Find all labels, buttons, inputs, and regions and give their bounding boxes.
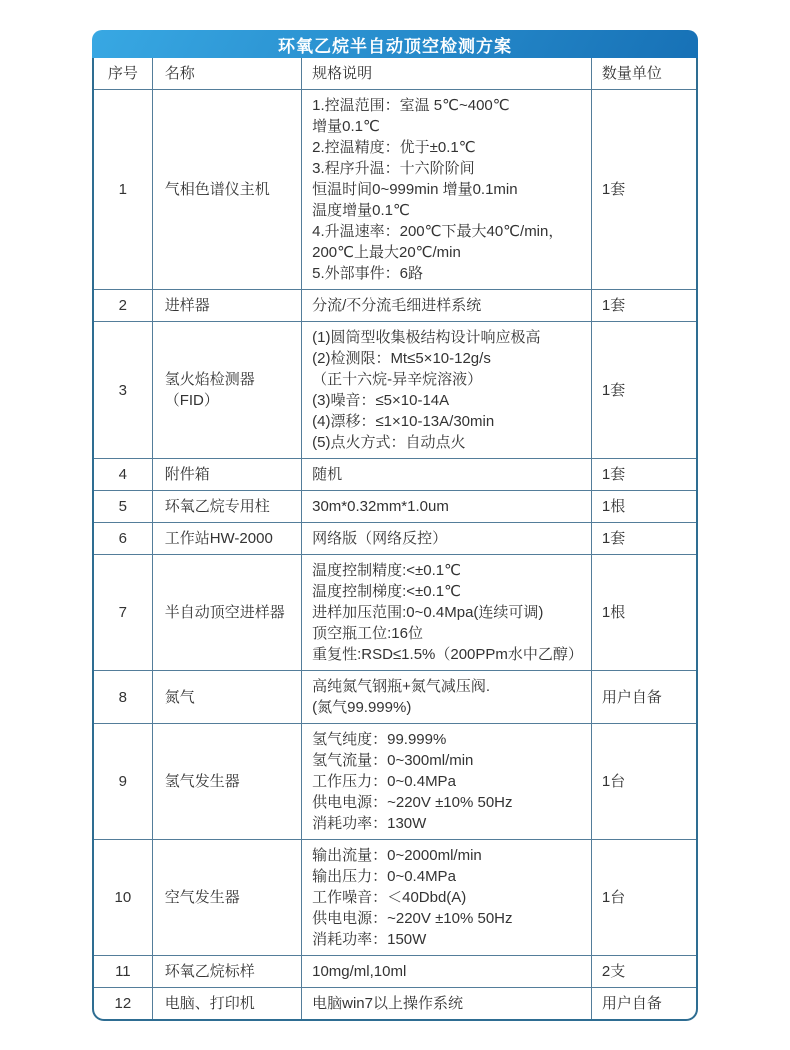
cell-index: 4: [94, 459, 152, 491]
cell-qty: 1套: [591, 90, 696, 290]
spec-line: 输出流量：0~2000ml/min: [312, 847, 482, 864]
cell-name: 电脑、打印机: [152, 988, 301, 1020]
cell-name: 空气发生器: [152, 840, 301, 956]
spec-line: (氮气99.999%): [312, 699, 412, 716]
table-row: [94, 840, 696, 956]
spec-line: 温度增量0.1℃: [312, 202, 410, 219]
cell-qty: 1套: [591, 322, 696, 459]
cell-qty: 1套: [591, 523, 696, 555]
spec-line: (5)点火方式：自动点火: [312, 434, 466, 451]
spec-line: 200℃上最大20℃/min: [312, 244, 461, 261]
cell-spec: [302, 555, 592, 671]
cell-index: 6: [94, 523, 152, 555]
spec-line: 5.外部事件：6路: [312, 265, 423, 282]
table-row: [94, 671, 696, 724]
table-row: [94, 322, 696, 459]
table-header: [94, 58, 696, 90]
cell-index: 9: [94, 724, 152, 840]
spec-line: 消耗功率：150W: [312, 931, 427, 948]
cell-index: 11: [94, 956, 152, 988]
cell-name: 氮气: [152, 671, 301, 724]
table-row: [94, 459, 696, 491]
spec-table: [94, 58, 696, 1019]
table-row: [94, 491, 696, 523]
spec-line: (1)圆筒型收集极结构设计响应极高: [312, 329, 541, 346]
spec-line: 30m*0.32mm*1.0um: [312, 498, 449, 515]
cell-qty: 1根: [591, 491, 696, 523]
spec-line: (4)漂移：≤1×10-13A/30min: [312, 413, 495, 430]
cell-name: 环氧乙烷标样: [152, 956, 301, 988]
spec-line: 供电电源：~220V ±10% 50Hz: [312, 910, 513, 927]
spec-line: 1.控温范围：室温 5℃~400℃: [312, 97, 510, 114]
spec-sheet: [92, 30, 698, 1021]
col-header-spec: 规格说明: [302, 58, 592, 90]
spec-line: 增量0.1℃: [312, 118, 380, 135]
spec-line: 2.控温精度：优于±0.1℃: [312, 139, 476, 156]
cell-name: 环氧乙烷专用柱: [152, 491, 301, 523]
cell-spec: [302, 90, 592, 290]
table-row: [94, 523, 696, 555]
cell-qty: 1根: [591, 555, 696, 671]
cell-index: 8: [94, 671, 152, 724]
cell-qty: 2支: [591, 956, 696, 988]
cell-spec: [302, 290, 592, 322]
spec-line: 供电电源：~220V ±10% 50Hz: [312, 794, 513, 811]
col-header-index: 序号: [107, 65, 138, 82]
table-row: [94, 90, 696, 290]
cell-spec: [302, 491, 592, 523]
cell-name: 附件箱: [152, 459, 301, 491]
spec-line: 10mg/ml,10ml: [312, 963, 407, 980]
cell-spec: [302, 988, 592, 1020]
spec-line: 温度控制梯度:<±0.1℃: [312, 583, 461, 600]
cell-qty: 用户自备: [591, 988, 696, 1020]
table-body: [94, 90, 696, 1020]
cell-spec: [302, 523, 592, 555]
table-row: [94, 290, 696, 322]
spec-line: (2)检测限：Mt≤5×10-12g/s: [312, 350, 491, 367]
spec-line: 工作压力：0~0.4MPa: [312, 773, 456, 790]
spec-line: 3.程序升温：十六阶阶间: [312, 160, 475, 177]
cell-index: 7: [94, 555, 152, 671]
table-row: [94, 555, 696, 671]
spec-line: 随机: [312, 466, 343, 483]
spec-table-wrap: [92, 58, 698, 1021]
spec-line: 电脑win7以上操作系统: [312, 995, 463, 1012]
cell-name: 氢火焰检测器（FID）: [152, 322, 301, 459]
cell-index: 12: [94, 988, 152, 1020]
spec-line: 4.升温速率：200℃下最大40℃/min，: [312, 223, 564, 240]
spec-line: 顶空瓶工位:16位: [312, 625, 423, 642]
cell-index: 2: [94, 290, 152, 322]
spec-line: 工作噪音：＜40Dbd(A): [312, 889, 467, 906]
cell-qty: 1套: [591, 459, 696, 491]
spec-line: 温度控制精度:<±0.1℃: [312, 562, 461, 579]
cell-qty: 1台: [591, 724, 696, 840]
cell-index: 1: [94, 90, 152, 290]
cell-qty: 用户自备: [591, 671, 696, 724]
col-header-name: 名称: [152, 58, 301, 90]
cell-index: 5: [94, 491, 152, 523]
cell-name: 工作站HW-2000: [152, 523, 301, 555]
cell-spec: [302, 956, 592, 988]
table-row: [94, 724, 696, 840]
spec-line: 网络版（网络反控）: [312, 530, 448, 547]
cell-name: 氢气发生器: [152, 724, 301, 840]
cell-spec: [302, 459, 592, 491]
spec-line: 高纯氮气钢瓶+氮气减压阀.: [312, 678, 491, 695]
cell-index: 10: [94, 840, 152, 956]
cell-name: 气相色谱仪主机: [152, 90, 301, 290]
table-row: [94, 956, 696, 988]
cell-qty: 1套: [591, 290, 696, 322]
spec-line: （正十六烷-异辛烷溶液）: [312, 371, 483, 388]
cell-spec: [302, 322, 592, 459]
spec-line: 重复性:RSD≤1.5%（200PPm水中乙醇）: [312, 646, 583, 663]
spec-line: 消耗功率：130W: [312, 815, 427, 832]
cell-spec: [302, 724, 592, 840]
table-row: [94, 988, 696, 1020]
spec-line: 氢气流量：0~300ml/min: [312, 752, 474, 769]
col-header-qty: 数量单位: [591, 58, 696, 90]
title-bar: [92, 30, 698, 58]
spec-line: 氢气纯度：99.999%: [312, 731, 447, 748]
header-row: [94, 58, 696, 90]
cell-index: 3: [94, 322, 152, 459]
spec-line: (3)噪音：≤5×10-14A: [312, 392, 450, 409]
spec-line: 输出压力：0~0.4MPa: [312, 868, 456, 885]
cell-name: 进样器: [152, 290, 301, 322]
spec-line: 分流/不分流毛细进样系统: [312, 297, 482, 314]
page-title: 环氧乙烷半自动顶空检测方案: [278, 36, 512, 56]
spec-line: 进样加压范围:0~0.4Mpa(连续可调): [312, 604, 544, 621]
cell-spec: [302, 840, 592, 956]
cell-qty: 1台: [591, 840, 696, 956]
cell-spec: [302, 671, 592, 724]
spec-line: 恒温时间0~999min 增量0.1min: [312, 181, 518, 198]
cell-name: 半自动顶空进样器: [152, 555, 301, 671]
